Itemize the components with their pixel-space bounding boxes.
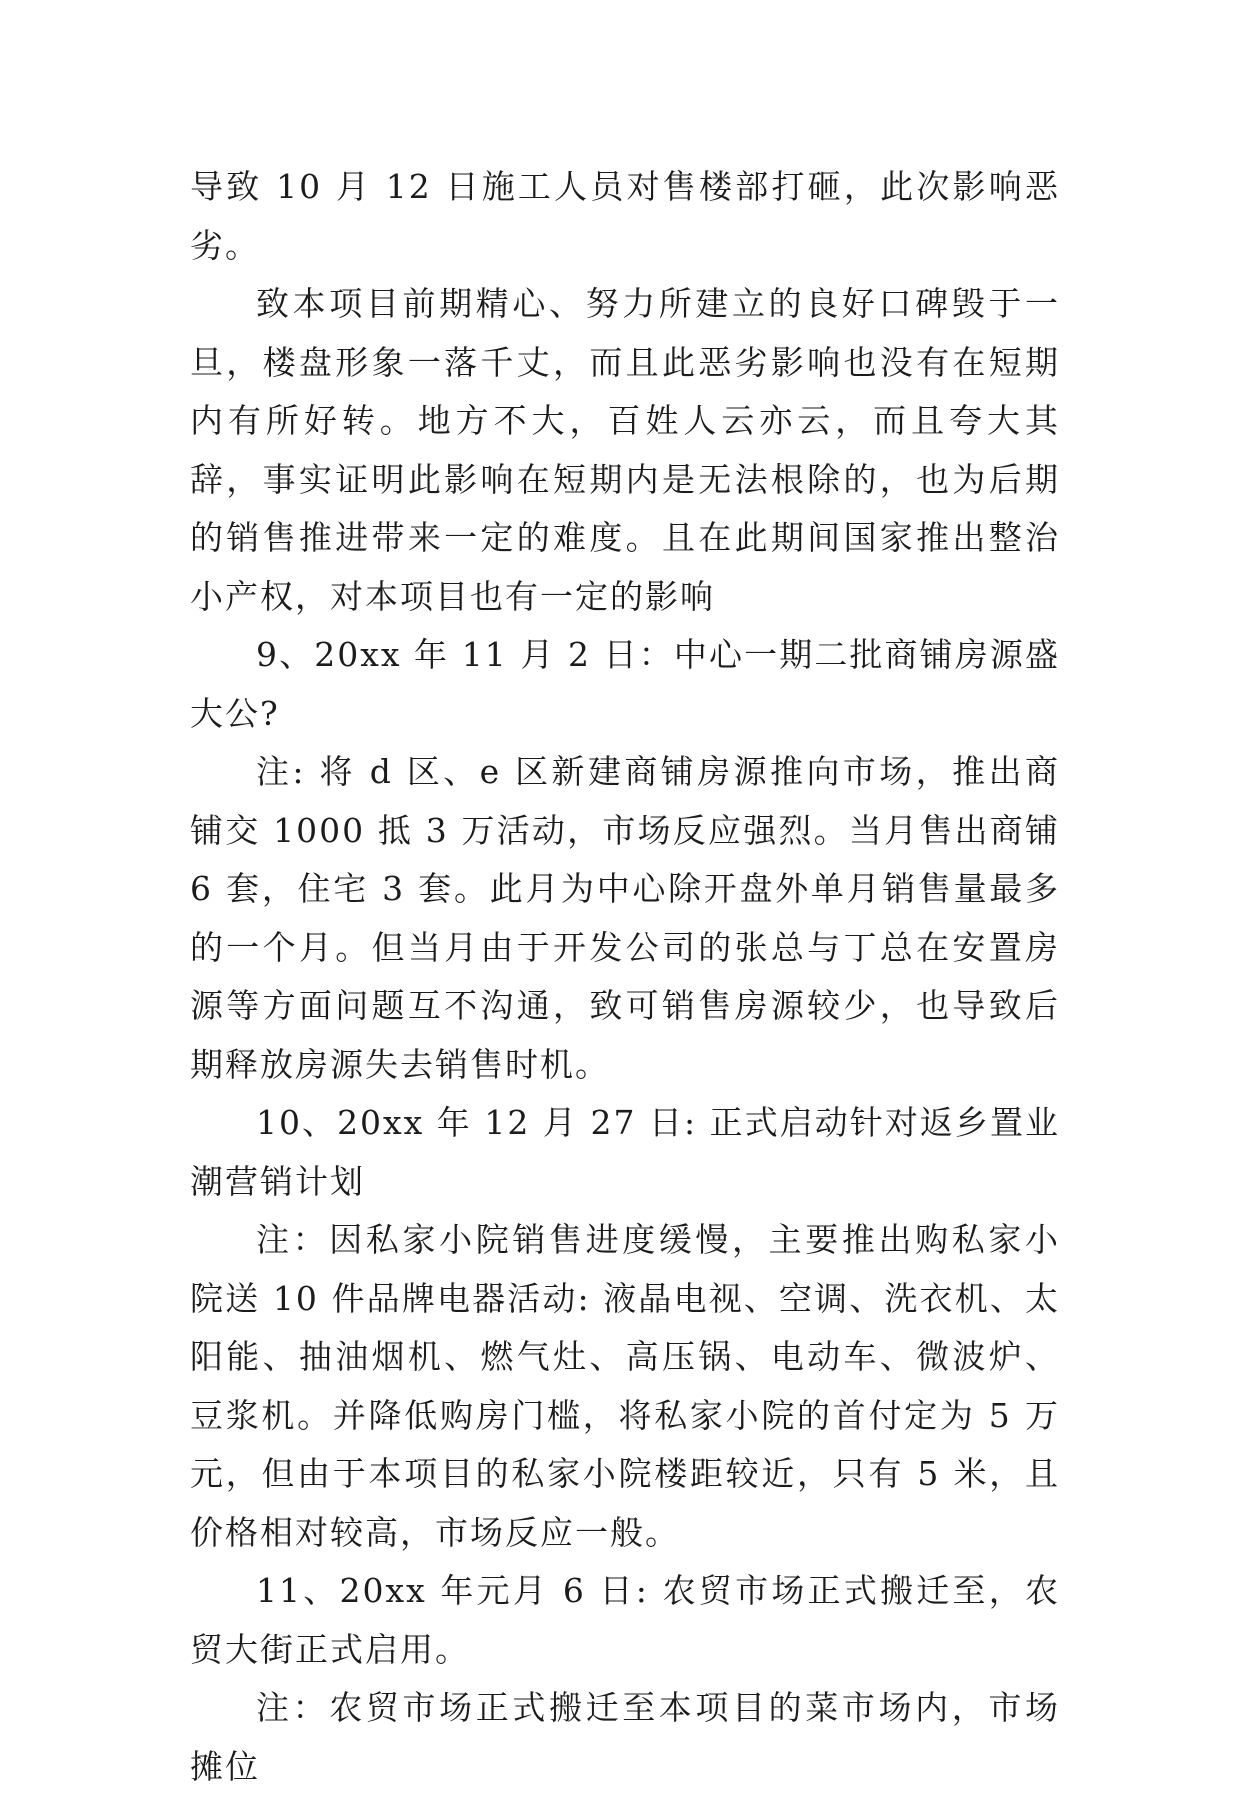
document-body [190,158,1060,1796]
paragraph-4: 注: 将 d 区、e 区新建商铺房源推向市场，推出商铺交 1000 抵 3 万活动，市场反应强烈。当月售出商铺 6 套，住宅 3 套。此月为中心除开盘外单月销售量最多的一个月。但当月由于开发公司的张总与丁总在安置房源等方面问题互不沟通，致可销售房源较少，也导致后期释放房源失去销售时机。 [190,752,1060,1084]
paragraph-5: 10、20xx 年 12 月 27 日: 正式启动针对返乡置业潮营销计划 [190,1103,1060,1201]
paragraph-6: 注：因私家小院销售进度缓慢，主要推出购私家小院送 10 件品牌电器活动: 液晶电视、空调、洗衣机、太阳能、抽油烟机、燃气灶、高压锅、电动车、微波炉、豆浆机。并降低购房门槛，将私家小院的首付定为 5 万元，但由于本项目的私家小院楼距较近，只有 5 米，且价格相对较高，市场反应一般。 [190,1220,1060,1552]
paragraph-7: 11、20xx 年元月 6 日: 农贸市场正式搬迁至，农贸大街正式启用。 [190,1571,1060,1669]
paragraph-3: 9、20xx 年 11 月 2 日：中心一期二批商铺房源盛大公? [190,635,1060,733]
paragraph-8: 注：农贸市场正式搬迁至本项目的菜市场内，市场摊位 [190,1688,1060,1786]
paragraph-1: 导致 10 月 12 日施工人员对售楼部打砸，此次影响恶劣。 [190,167,1060,265]
paragraph-2: 致本项目前期精心、努力所建立的良好口碑毁于一旦，楼盘形象一落千丈，而且此恶劣影响也没有在短期内有所好转。地方不大，百姓人云亦云，而且夸大其辞，事实证明此影响在短期内是无法根除的，也为后期的销售推进带来一定的难度。且在此期间国家推出整治小产权，对本项目也有一定的影响 [190,284,1060,616]
